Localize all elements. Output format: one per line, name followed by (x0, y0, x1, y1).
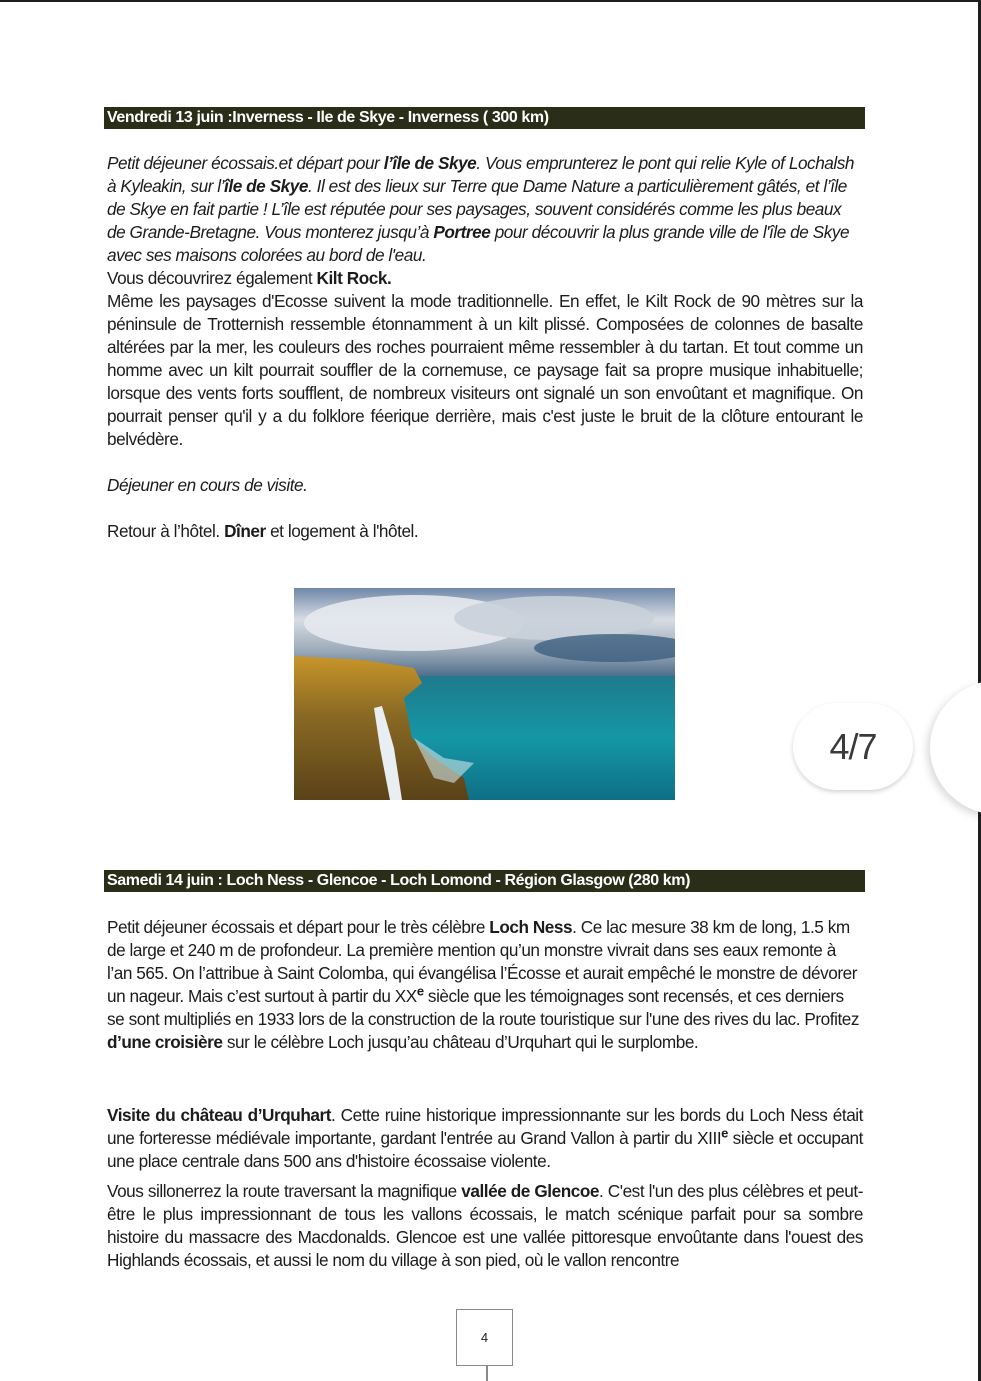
paragraph-glencoe (107, 1180, 863, 1272)
text: . Vous emprunterez le pont qui relie Kyle of Lochalsh à Kyleakin, sur l’ (107, 153, 855, 196)
text: siècle et occupant une place centrale dans 500 ans d'histoire écossaise violente. (107, 1128, 863, 1171)
bold-text: l’île de Skye (383, 153, 477, 173)
text: sur le célèbre Loch jusqu’au château d’Urquhart qui le surplombe. (222, 1032, 699, 1052)
text: Vous découvrirez également (107, 268, 317, 288)
paragraph-kilt-rock-intro (107, 267, 863, 290)
text: . Ce lac mesure 38 km de long, 1.5 km de large et 240 m de profondeur. La première mention qu’un monstre vivrait dans ses eaux remonte à l’an 565. On l’attribue à Saint Colomba, qui évangélisa l’Écosse et aurait empêché le monstre de dévorer un nageur. Mais c’est surtout à partir du XX (107, 917, 858, 1006)
bold-text: Visite du château d’Urquhart (107, 1105, 331, 1125)
day-header-vendredi: Vendredi 13 juin :Inverness - Ile de Skye - Inverness ( 300 km) (104, 107, 865, 129)
text: . C'est l'un des plus célèbres et peut-être le plus impressionnant de tous les vallons écossais, le match scénique parfait pour sa sombre histoire du massacre des Macdonalds. Glencoe est une vallée pittoresque envoûtante dans l'ouest des Highlands écossais, et aussi le nom du village à son pied, où le vallon rencontre (107, 1181, 863, 1270)
next-page-button[interactable] (930, 680, 981, 815)
bold-text: d’une croisière (107, 1032, 223, 1052)
bold-text: île de Skye (224, 176, 308, 196)
paragraph-dejeuner: Déjeuner en cours de visite. (107, 475, 308, 495)
page-number-connector (486, 1366, 488, 1381)
page-indicator: 4/7 (793, 703, 913, 790)
bold-text: Kilt Rock. (316, 268, 392, 288)
bold-text: Portree (433, 222, 491, 242)
day-header-samedi: Samedi 14 juin : Loch Ness - Glencoe - Loch Lomond - Région Glasgow (280 km) (104, 870, 865, 892)
bold-text: Loch Ness (489, 917, 573, 937)
paragraph-urquhart (107, 1104, 863, 1173)
bold-text: vallée de Glencoe (461, 1181, 600, 1201)
text: siècle que les témoignages sont recensés, et ces derniers se sont multipliés en 1933 lors de la construction de la route touristique sur l'une des rives du lac. Profitez (107, 986, 860, 1029)
text: Petit déjeuner écossais et départ pour le très célèbre (107, 917, 490, 937)
paragraph-retour-hotel (107, 520, 863, 543)
bold-text: Dîner (224, 521, 266, 541)
paragraph-skye-intro (107, 152, 863, 267)
text: . Cette ruine historique impressionnante sur les bords du Loch Ness était une forteresse médiévale importante, gardant l'entrée au Grand Vallon à partir du XIII (107, 1105, 863, 1148)
page-border-top (0, 0, 979, 2)
superscript: e (721, 1125, 728, 1141)
kilt-rock-illustration (294, 588, 675, 800)
superscript: e (416, 983, 424, 999)
page-number: 4 (456, 1309, 513, 1366)
text: Vous sillonerrez la route traversant la magnifique (107, 1181, 462, 1201)
text: Retour à l’hôtel. (107, 521, 225, 541)
text: et logement à l'hôtel. (265, 521, 419, 541)
text: Petit déjeuner écossais.et départ pour (107, 153, 384, 173)
paragraph-kilt-rock: Même les paysages d'Ecosse suivent la mode traditionnelle. En effet, le Kilt Rock de 90 mètres sur la péninsule de Trotternish ressemble étonnamment à un kilt plissé. Composées de colonnes de basalte altérées par la mer, les couleurs des roches pourraient même ressembler à du tartan. Et tout comme un homme avec un kilt pourrait souffler de la cornemuse, ce paysage fait sa propre musique inhabituelle; lorsque des vents forts soufflent, de nombreux visiteurs ont signalé un son envoûtant et magnifique. On pourrait penser qu'il y a du folklore féerique derrière, mais c'est juste le bruit de la clôture entourant le belvédère. (107, 291, 863, 449)
text: pour découvrir la plus grande ville de l'île de Skye avec ses maisons colorées au bord de l'eau. (107, 222, 850, 265)
kilt-rock-photo (294, 588, 675, 800)
text: . Il est des lieux sur Terre que Dame Nature a particulièrement gâtés, et l’île de Skye en fait partie ! L’île est réputée pour ses paysages, souvent considérés comme les plus beaux de Grande-Bretagne. Vous monterez jusqu’à (107, 176, 847, 242)
paragraph-loch-ness (107, 916, 863, 1054)
